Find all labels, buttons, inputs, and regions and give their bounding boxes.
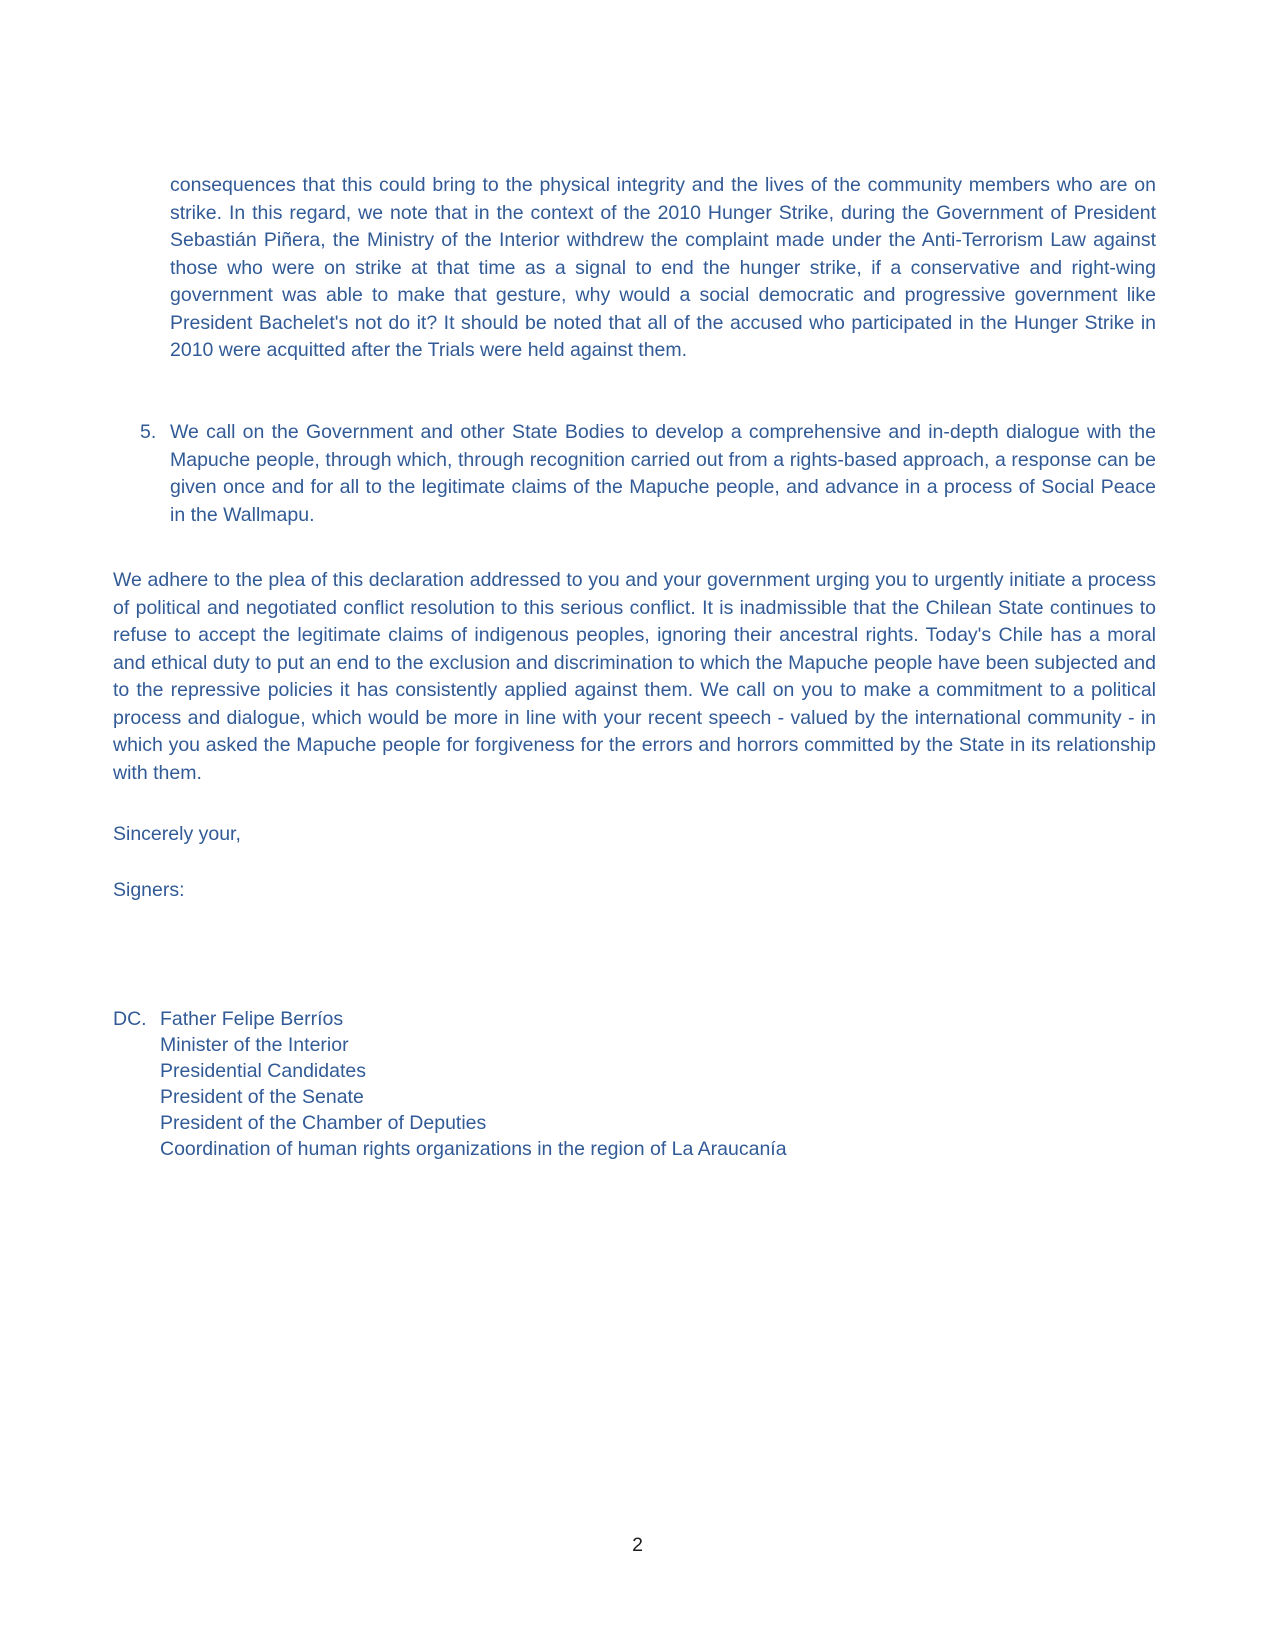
item5-number: 5. [140, 421, 157, 443]
closing-paragraph: We adhere to the plea of this declaration addressed to you and your government urging you to urgently initiate a process of political and negotiated conflict resolution to this serious conflict. It is inadmissible that the Chilean State continues to refuse to accept the legitimate claims of indigenous peoples, ignoring their ancestral rights. Today's Chile has a moral and ethical duty to put an end to the exclusion and discrimination to which the Mapuche people have been subjected and to the repressive policies it has consistently applied against them. We call on you to make a commitment to a political process and dialogue, which would be more in line with your recent speech - valued by the international community - in which you asked the Mapuche people for forgiveness for the errors and horrors committed by the State in its relationship with them. [113, 569, 1156, 784]
dc-recipient: Coordination of human rights organizations in the region of La Araucanía [160, 1138, 787, 1160]
item5-text: We call on the Government and other State Bodies to develop a comprehensive and in-depth dialogue with the Mapuche people, through which, through recognition carried out from a rights-based approach, a response can be given once and for all to the legitimate claims of the Mapuche people, and advance in a process of Social Peace in the Wallmapu. [170, 421, 1156, 526]
dc-recipient-list [160, 1006, 1156, 1162]
dc-recipient: Father Felipe Berríos [160, 1008, 344, 1030]
numbered-item-5 [113, 419, 1156, 529]
item4-continuation-paragraph: consequences that this could bring to the physical integrity and the lives of the community members who are on strike. In this regard, we note that in the context of the 2010 Hunger Strike, during the Government of President Sebastián Piñera, the Ministry of the Interior withdrew the complaint made under the Anti-Terrorism Law against those who were on strike at that time as a signal to end the hunger strike, if a conservative and right-wing government was able to make that gesture, why would a social democratic and progressive government like President Bachelet's not do it? It should be noted that all of the accused who participated in the Hunger Strike in 2010 were acquitted after the Trials were held against them. [170, 174, 1156, 361]
dc-distribution-block [113, 1006, 1156, 1162]
dc-label: DC. [113, 1008, 147, 1030]
page-number: 2 [632, 1534, 643, 1556]
dc-recipient: Minister of the Interior [160, 1034, 349, 1056]
signers-label: Signers: [113, 879, 185, 901]
signoff-line: Sincerely your, [113, 823, 241, 845]
dc-recipient: Presidential Candidates [160, 1060, 366, 1082]
dc-recipient: President of the Chamber of Deputies [160, 1112, 487, 1134]
dc-recipient: President of the Senate [160, 1086, 364, 1108]
